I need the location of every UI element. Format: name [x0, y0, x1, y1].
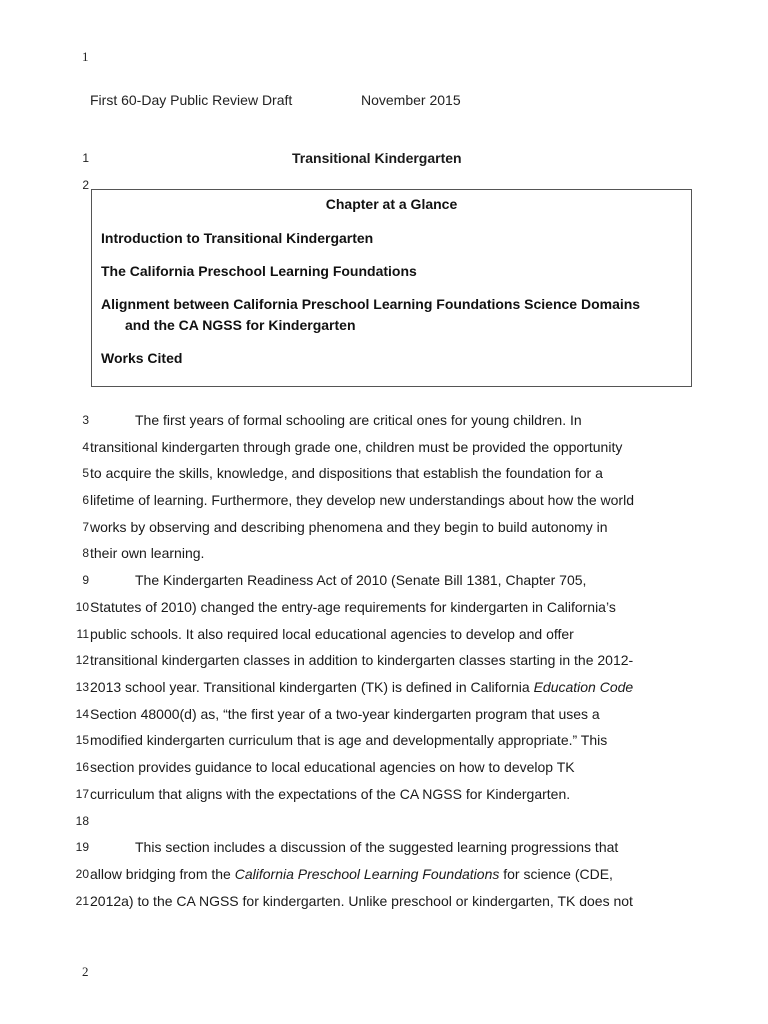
line-number: 5 — [82, 466, 89, 480]
line-1 — [0, 145, 768, 171]
paragraph-text: public schools. It also required local educational agencies to develop and offer — [90, 626, 574, 642]
line-number: 10 — [75, 600, 89, 614]
line-6 — [0, 487, 768, 513]
line-number: 18 — [75, 814, 89, 828]
page-number-bottom: 2 — [82, 964, 89, 979]
paragraph-text: modified kindergarten curriculum that is age and developmentally appropriate.” This — [90, 732, 608, 748]
glance-item: Introduction to Transitional Kindergarten — [101, 230, 374, 246]
page-number-top: 1 — [82, 49, 89, 64]
paragraph-text: transitional kindergarten classes in addition to kindergarten classes starting in the 2012- — [90, 652, 634, 668]
chapter-title: Transitional Kindergarten — [292, 150, 462, 166]
glance-item: Works Cited — [101, 350, 183, 366]
draft-date: November 2015 — [361, 92, 461, 108]
line-20 — [0, 861, 768, 887]
line-11 — [0, 621, 768, 647]
paragraph-text: Section 48000(d) as, “the first year of a two-year kindergarten program that uses a — [90, 706, 600, 722]
line-number: 8 — [82, 546, 89, 560]
paragraph-text: transitional kindergarten through grade one, children must be provided the opportunity — [90, 439, 623, 455]
glance-heading: Chapter at a Glance — [325, 196, 458, 212]
line-7 — [0, 514, 768, 540]
line-number: 13 — [75, 680, 89, 694]
paragraph-text: lifetime of learning. Furthermore, they develop new understandings about how the world — [90, 492, 634, 508]
text-run: 2013 school year. Transitional kindergarten (TK) is defined in California — [90, 679, 534, 695]
line-number: 3 — [82, 413, 89, 427]
paragraph-text: their own learning. — [90, 545, 205, 561]
paragraph-text: curriculum that aligns with the expectations of the CA NGSS for Kindergarten. — [90, 786, 571, 802]
italic-text-run: Education Code — [533, 679, 634, 695]
line-5 — [0, 460, 768, 486]
line-number: 2 — [82, 178, 89, 192]
line-number: 1 — [82, 151, 89, 165]
text-run: allow bridging from the — [90, 866, 235, 882]
draft-label: First 60-Day Public Review Draft — [90, 92, 293, 108]
italic-text-run: California Preschool Learning Foundations — [234, 866, 500, 882]
line-10 — [0, 594, 768, 620]
line-number: 19 — [75, 840, 89, 854]
line-18 — [0, 808, 768, 834]
line-17 — [0, 781, 768, 807]
glance-item-continuation: and the CA NGSS for Kindergarten — [125, 317, 356, 333]
line-16 — [0, 754, 768, 780]
line-13 — [0, 674, 768, 700]
line-9 — [0, 567, 768, 593]
line-number: 7 — [82, 520, 89, 534]
line-number: 14 — [75, 707, 89, 721]
paragraph-text: works by observing and describing phenomena and they begin to build autonomy in — [90, 519, 608, 535]
line-number: 21 — [75, 894, 89, 908]
paragraph-text: to acquire the skills, knowledge, and dispositions that establish the foundation for a — [90, 465, 603, 481]
paragraph-text: The Kindergarten Readiness Act of 2010 (Senate Bill 1381, Chapter 705, — [135, 572, 587, 588]
glance-item: The California Preschool Learning Foundations — [101, 263, 417, 279]
paragraph-text: The first years of formal schooling are critical ones for young children. In — [135, 412, 582, 428]
line-12 — [0, 647, 768, 673]
paragraph-text: This section includes a discussion of the suggested learning progressions that — [135, 839, 619, 855]
line-number: 11 — [76, 627, 89, 641]
line-number: 17 — [75, 787, 89, 801]
line-number: 15 — [75, 733, 89, 747]
paragraph-text — [90, 674, 633, 700]
document-header — [90, 92, 461, 108]
line-14 — [0, 701, 768, 727]
line-3 — [0, 407, 768, 433]
line-21 — [0, 888, 768, 914]
line-number: 9 — [82, 573, 89, 587]
line-8 — [0, 540, 768, 566]
text-run: for science (CDE, — [499, 866, 613, 882]
line-number: 4 — [82, 440, 89, 454]
paragraph-text: Statutes of 2010) changed the entry-age requirements for kindergarten in California’s — [90, 599, 616, 615]
line-19 — [0, 834, 768, 860]
line-15 — [0, 727, 768, 753]
line-number: 16 — [75, 760, 89, 774]
line-number: 6 — [82, 493, 89, 507]
line-4 — [0, 434, 768, 460]
paragraph-text — [90, 861, 613, 887]
line-number: 12 — [75, 653, 89, 667]
glance-item: Alignment between California Preschool Learning Foundations Science Domains — [101, 296, 641, 312]
chapter-at-a-glance-box — [91, 189, 692, 387]
line-number: 20 — [75, 867, 89, 881]
paragraph-text: section provides guidance to local educational agencies on how to develop TK — [90, 759, 575, 775]
paragraph-text: 2012a) to the CA NGSS for kindergarten. Unlike preschool or kindergarten, TK does not — [90, 893, 633, 909]
